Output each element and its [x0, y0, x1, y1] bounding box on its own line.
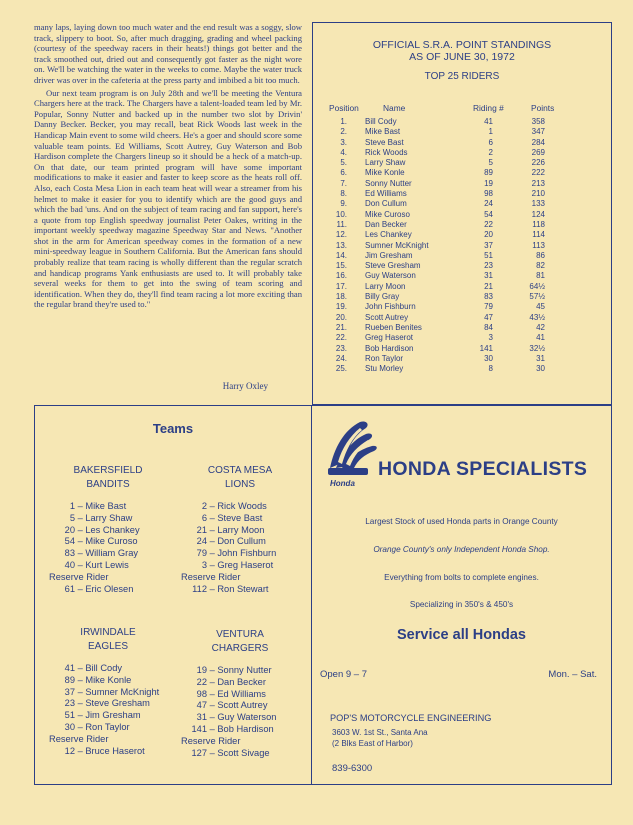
team-costa-mesa-lions [175, 464, 305, 595]
standings-position: 9. [340, 199, 347, 209]
standings-rider-name: Larry Moon [365, 281, 406, 291]
standings-position: 13. [335, 240, 347, 250]
team-rider: 6 – Steve Bast [175, 513, 305, 525]
team-rider: 41 – Bill Cody [43, 663, 173, 675]
standings-rider-name: Scott Autrey [365, 312, 409, 322]
rider-name: Mike Konle [85, 674, 132, 685]
rider-number: 47 [196, 700, 207, 711]
rider-number: 98 [196, 688, 207, 699]
rider-number: 54 [64, 536, 75, 547]
standings-rider-name: Les Chankey [365, 230, 412, 240]
article-text [34, 22, 302, 310]
standings-points: 347 [531, 127, 545, 137]
standings-row [313, 292, 611, 302]
standings-riding-number: 30 [484, 353, 493, 363]
rider-number: 41 [64, 663, 75, 673]
standings-points: 124 [531, 209, 545, 219]
standings-subtitle: TOP 25 RIDERS [424, 71, 500, 82]
team-rider: 98 – Ed Williams [175, 689, 305, 701]
col-header-position: Position [329, 103, 359, 113]
article-author: Harry Oxley [222, 381, 268, 391]
ad-line-specializing: Specializing in 350's & 450's [409, 600, 514, 609]
standings-position: 16. [335, 271, 347, 281]
rider-number: 3 [201, 559, 207, 570]
standings-points: 64½ [529, 281, 545, 291]
standings-row [313, 241, 611, 251]
rider-name: Eric Olesen [85, 583, 134, 594]
rider-number: 141 [191, 723, 207, 734]
standings-points: 30 [536, 364, 545, 374]
standings-riding-number: 51 [484, 250, 493, 260]
ad-line-stock: Largest Stock of used Honda parts in Orange County [365, 517, 558, 526]
rider-name: Les Chankey [85, 524, 140, 535]
standings-row [313, 302, 611, 312]
standings-row [313, 230, 611, 240]
standings-position: 12. [335, 230, 347, 240]
standings-rider-name: Larry Shaw [365, 158, 406, 168]
team-rider: 54 – Mike Curoso [43, 536, 173, 548]
rider-number: 6 [201, 512, 207, 523]
standings-points: 284 [531, 137, 545, 147]
rider-number: 83 [64, 548, 75, 559]
standings-position: 19. [335, 302, 347, 312]
team-rider: 37 – Sumner McKnight [43, 687, 173, 699]
standings-rider-name: Guy Waterson [365, 271, 416, 281]
team-rider: 79 – John Fishburn [175, 548, 305, 560]
standings-row [313, 220, 611, 230]
team-ventura-chargers [175, 628, 305, 759]
standings-points: 222 [531, 168, 545, 178]
rider-number: 89 [64, 674, 75, 685]
standings-row [313, 168, 611, 178]
rider-name: Mike Curoso [85, 536, 138, 547]
rider-number: 37 [64, 686, 75, 697]
rider-name: Sonny Nutter [217, 665, 272, 675]
rider-number: 2 [201, 501, 207, 511]
standings-row [313, 313, 611, 323]
standings-riding-number: 19 [484, 178, 493, 188]
standings-points: 41 [536, 333, 545, 343]
team-rider: 24 – Don Cullum [175, 536, 305, 548]
standings-row [313, 158, 611, 168]
standings-riding-number: 6 [488, 137, 493, 147]
team-bakersfield-bandits [43, 464, 173, 595]
standings-rider-name: Sumner McKnight [365, 240, 429, 250]
rider-name: Rick Woods [217, 501, 267, 511]
standings-points: 32½ [529, 343, 545, 353]
article-paragraph-1: many laps, laying down too much water and the end result was a soggy, slow track, slippery to boot. So, after much dragging, grading and wheel packing (courtesy of the speedway racers in their heats!) things got better and the track smoothed out, dried out and consequently got faster as the night wore on. We'll be watching the water in the weeks to come. Maybe the water truck driver was over in the cafeteria at the press party and imbibed a bit too much. [34, 22, 302, 85]
rider-number: 22 [196, 676, 207, 687]
standings-points: 210 [531, 189, 545, 199]
rider-name: Don Cullum [217, 536, 266, 547]
standings-points: 213 [531, 178, 545, 188]
rider-name: Scott Autrey [217, 700, 268, 711]
standings-row [313, 127, 611, 137]
standings-position: 5. [340, 158, 347, 168]
standings-rider-name: Steve Gresham [365, 261, 421, 271]
reserve-rider: 61 – Eric Olesen [43, 584, 173, 596]
team-rider: 30 – Ron Taylor [43, 722, 173, 734]
standings-points: 133 [531, 199, 545, 209]
ad-company-name: POP'S MOTORCYCLE ENGINEERING [330, 713, 492, 723]
standings-riding-number: 141 [479, 343, 493, 353]
rider-number: 51 [64, 710, 75, 721]
reserve-rider-label: Reserve Rider [181, 735, 241, 746]
standings-rider-name: Don Cullum [365, 199, 407, 209]
rider-name: Jim Gresham [85, 710, 141, 721]
team-rider: 1 – Mike Bast [43, 501, 173, 513]
team-name: BAKERSFIELD BANDITS [73, 465, 143, 490]
rider-number: 61 [64, 583, 75, 594]
team-rider: 19 – Sonny Nutter [175, 665, 305, 677]
team-rider: 3 – Greg Haserot [175, 560, 305, 572]
standings-position: 25. [335, 364, 347, 374]
standings-points: 358 [531, 117, 545, 126]
rider-name: Kurt Lewis [85, 559, 129, 570]
standings-row [313, 251, 611, 261]
standings-riding-number: 31 [484, 271, 493, 281]
standings-row [313, 333, 611, 343]
ad-open-days: Mon. – Sat. [548, 669, 597, 680]
standings-position: 1. [340, 117, 347, 126]
standings-rider-name: Sonny Nutter [365, 178, 412, 188]
standings-riding-number: 79 [484, 302, 493, 312]
reserve-rider: 112 – Ron Stewart [175, 584, 305, 596]
rider-name: Bruce Haserot [85, 745, 145, 756]
standings-position: 8. [340, 189, 347, 199]
standings-rider-name: Billy Gray [365, 292, 400, 302]
standings-riding-number: 2 [488, 147, 493, 157]
standings-rider-name: Rick Woods [365, 147, 408, 157]
standings-position: 22. [335, 333, 347, 343]
standings-riding-number: 24 [484, 199, 493, 209]
standings-row [313, 179, 611, 189]
ad-phone: 839-6300 [332, 763, 373, 774]
reserve-rider: 127 – Scott Sivage [175, 748, 305, 760]
reserve-rider-label: Reserve Rider [49, 571, 109, 582]
team-rider: 89 – Mike Konle [43, 675, 173, 687]
standings-row [313, 199, 611, 209]
standings-points: 57½ [529, 292, 545, 302]
rider-name: Guy Waterson [217, 712, 277, 723]
standings-riding-number: 84 [484, 322, 493, 332]
standings-rider-name: Mike Konle [365, 168, 405, 178]
rider-name: Steve Bast [217, 512, 263, 523]
standings-riding-number: 3 [488, 333, 493, 343]
rider-name: Greg Haserot [217, 559, 274, 570]
standings-rider-name: Ron Taylor [365, 353, 404, 363]
standings-rider-name: Greg Haserot [365, 333, 414, 343]
standings-riding-number: 47 [484, 312, 493, 322]
rider-name: Steve Gresham [85, 698, 150, 709]
rider-name: Ed Williams [217, 688, 266, 699]
reserve-rider-label: Reserve Rider [181, 571, 241, 582]
teams-title: Teams [152, 421, 194, 436]
standings-riding-number: 41 [484, 117, 493, 126]
standings-rider-name: Ed Williams [365, 189, 407, 199]
standings-row [313, 261, 611, 271]
standings-title: OFFICIAL S.R.A. POINT STANDINGS AS OF JUNE 30, 1972 [372, 39, 552, 63]
standings-rider-name: Steve Bast [365, 137, 404, 147]
rider-name: Scott Sivage [217, 747, 270, 758]
standings-rider-name: Mike Curoso [365, 209, 410, 219]
team-rider: 83 – William Gray [43, 548, 173, 560]
standings-riding-number: 22 [484, 219, 493, 229]
rider-name: Ron Stewart [217, 583, 269, 594]
rider-name: Larry Shaw [85, 512, 133, 523]
col-header-name: Name [383, 103, 406, 113]
standings-points: 81 [536, 271, 545, 281]
standings-row [313, 282, 611, 292]
col-header-riding: Riding # [473, 103, 504, 113]
ad-service-line: Service all Hondas [397, 627, 526, 643]
standings-position: 11. [336, 219, 347, 229]
standings-rider-name: John Fishburn [365, 302, 416, 312]
standings-points: 86 [536, 250, 545, 260]
rider-number: 12 [64, 745, 75, 756]
ad-line-bolts: Everything from bolts to complete engines. [384, 573, 539, 582]
article-paragraph-2: Our next team program is on July 28th and we'll be meeting the Ventura Chargers here at the track. The Chargers have a talent-loaded team led by Mr. Popular, Sonny Nutter and backed up in the number two slot by Drivin' Danny Becker. Becker, you may recall, beat Rick Woods last week in the Handicap Main event to some wild cheers. He's a goer and should score some valuable team points. Ed Williams, Scott Autrey, Guy Waterson and Bob Hardison complete the Chargers lineup so it should be a heck of a match-up. On that date, our team printed program will have some important modifications to make it easier and faster to keep score as the heats roll off. Also, each Costa Mesa Lion in each team heat will wear a streamer from his helmet to make it easier for you to identify which are the good guys and which the bad 'uns. And on the subject of team racing and fan support, here's a quote from top English speedway journalist Peter Oakes, writing in the important weekly speedway magazine Speedway Star and News. "Another shot in the arm for American speedway comes in the formation of a new mini-speedway league in Southern California. But the American fans should probably realize that team racing is wholly different than the regular scratch and handicap programs Yank enthusiasts are used to. It will probably take several weeks for them to get into the swing of team scoring and identification. When they do, they'll find team racing a lot more exciting than the regular brand they're used to." [34, 87, 302, 310]
standings-riding-number: 98 [484, 189, 493, 199]
standings-points: 31 [536, 353, 545, 363]
team-rider: 20 – Les Chankey [43, 525, 173, 537]
ad-line-independent: Orange County's only Independent Honda Shop. [373, 545, 550, 554]
team-name: IRWINDALE EAGLES [80, 627, 136, 652]
standings-table [313, 117, 611, 374]
standings-row [313, 117, 611, 127]
reserve-rider-label: Reserve Rider [49, 733, 109, 744]
standings-rider-name: Jim Gresham [365, 250, 413, 260]
rider-name: Sumner McKnight [85, 686, 160, 697]
rider-name: Ron Taylor [85, 721, 130, 732]
rider-name: Bill Cody [85, 663, 123, 673]
standings-rider-name: Dan Becker [365, 219, 407, 229]
rider-number: 5 [69, 512, 75, 523]
standings-rider-name: Mike Bast [365, 127, 401, 137]
standings-row [313, 344, 611, 354]
standings-position: 18. [335, 292, 347, 302]
teams-box [34, 405, 312, 785]
rider-name: Dan Becker [217, 676, 266, 687]
rider-number: 23 [64, 698, 75, 709]
standings-points: 114 [532, 230, 545, 240]
standings-position: 10. [335, 209, 347, 219]
standings-row [313, 138, 611, 148]
team-rider: 21 – Larry Moon [175, 525, 305, 537]
standings-row [313, 210, 611, 220]
rider-number: 30 [64, 721, 75, 732]
standings-riding-number: 54 [484, 209, 493, 219]
rider-name: William Gray [85, 548, 139, 559]
standings-position: 7. [340, 178, 347, 188]
standings-riding-number: 1 [488, 127, 493, 137]
team-rider: 47 – Scott Autrey [175, 700, 305, 712]
standings-points: 43½ [529, 312, 545, 322]
team-rider: 5 – Larry Shaw [43, 513, 173, 525]
standings-position: 2. [340, 127, 347, 137]
standings-riding-number: 21 [484, 281, 493, 291]
standings-position: 20. [335, 312, 347, 322]
team-rider: 40 – Kurt Lewis [43, 560, 173, 572]
rider-number: 112 [192, 583, 207, 594]
standings-row [313, 364, 611, 374]
rider-number: 40 [64, 559, 75, 570]
standings-position: 23. [335, 343, 347, 353]
team-name: COSTA MESA LIONS [207, 465, 273, 490]
team-rider: 31 – Guy Waterson [175, 712, 305, 724]
ad-address-street: 3603 W. 1st St., Santa Ana [332, 728, 428, 737]
standings-row [313, 354, 611, 364]
standings-riding-number: 8 [488, 364, 493, 374]
standings-position: 6. [340, 168, 347, 178]
team-rider: 141 – Bob Hardison [175, 724, 305, 736]
rider-name: Mike Bast [85, 501, 127, 511]
rider-number: 79 [196, 548, 207, 559]
rider-number: 31 [196, 712, 207, 723]
honda-specialists-ad [312, 405, 612, 785]
team-rider: 2 – Rick Woods [175, 501, 305, 513]
standings-position: 21. [335, 322, 347, 332]
standings-points: 269 [531, 147, 545, 157]
point-standings-box [312, 22, 612, 405]
standings-points: 118 [532, 219, 545, 229]
ad-open-hours: Open 9 – 7 [320, 669, 368, 680]
team-rider: 22 – Dan Becker [175, 677, 305, 689]
rider-number: 24 [196, 536, 207, 547]
rider-name: Larry Moon [217, 524, 265, 535]
standings-points: 226 [531, 158, 545, 168]
honda-logo-text: Honda [330, 479, 355, 488]
standings-points: 113 [532, 240, 545, 250]
standings-position: 15. [335, 261, 347, 271]
standings-position: 14. [335, 250, 347, 260]
standings-riding-number: 89 [484, 168, 493, 178]
standings-riding-number: 5 [488, 158, 493, 168]
ad-address-note: (2 Blks East of Harbor) [332, 739, 413, 748]
team-name: VENTURA CHARGERS [211, 629, 269, 654]
standings-riding-number: 23 [484, 261, 493, 271]
standings-row [313, 323, 611, 333]
rider-number: 20 [64, 524, 75, 535]
rider-number: 127 [191, 747, 207, 758]
honda-wing-logo-icon [326, 418, 380, 490]
rider-number: 19 [196, 665, 207, 675]
standings-points: 42 [536, 322, 545, 332]
standings-rider-name: Rueben Benites [365, 322, 422, 332]
team-rider: 23 – Steve Gresham [43, 698, 173, 710]
standings-rider-name: Stu Morley [365, 364, 404, 374]
standings-riding-number: 37 [484, 240, 493, 250]
standings-riding-number: 83 [484, 292, 493, 302]
team-rider: 51 – Jim Gresham [43, 710, 173, 722]
rider-name: Bob Hardison [217, 723, 274, 734]
standings-position: 24. [335, 353, 347, 363]
rider-name: John Fishburn [217, 548, 277, 559]
standings-row [313, 271, 611, 281]
team-irwindale-eagles [43, 626, 173, 757]
standings-rider-name: Bob Hardison [365, 343, 414, 353]
standings-points: 82 [536, 261, 545, 271]
rider-number: 1 [69, 501, 75, 511]
standings-riding-number: 20 [484, 230, 493, 240]
standings-row [313, 148, 611, 158]
standings-row [313, 189, 611, 199]
standings-position: 3. [340, 137, 347, 147]
standings-rider-name: Bill Cody [365, 117, 397, 126]
standings-position: 17. [335, 281, 347, 291]
ad-headline: HONDA SPECIALISTS [378, 458, 588, 480]
standings-position: 4. [340, 147, 347, 157]
standings-points: 45 [536, 302, 545, 312]
col-header-points: Points [531, 103, 555, 113]
reserve-rider: 12 – Bruce Haserot [43, 746, 173, 758]
rider-number: 21 [196, 524, 207, 535]
